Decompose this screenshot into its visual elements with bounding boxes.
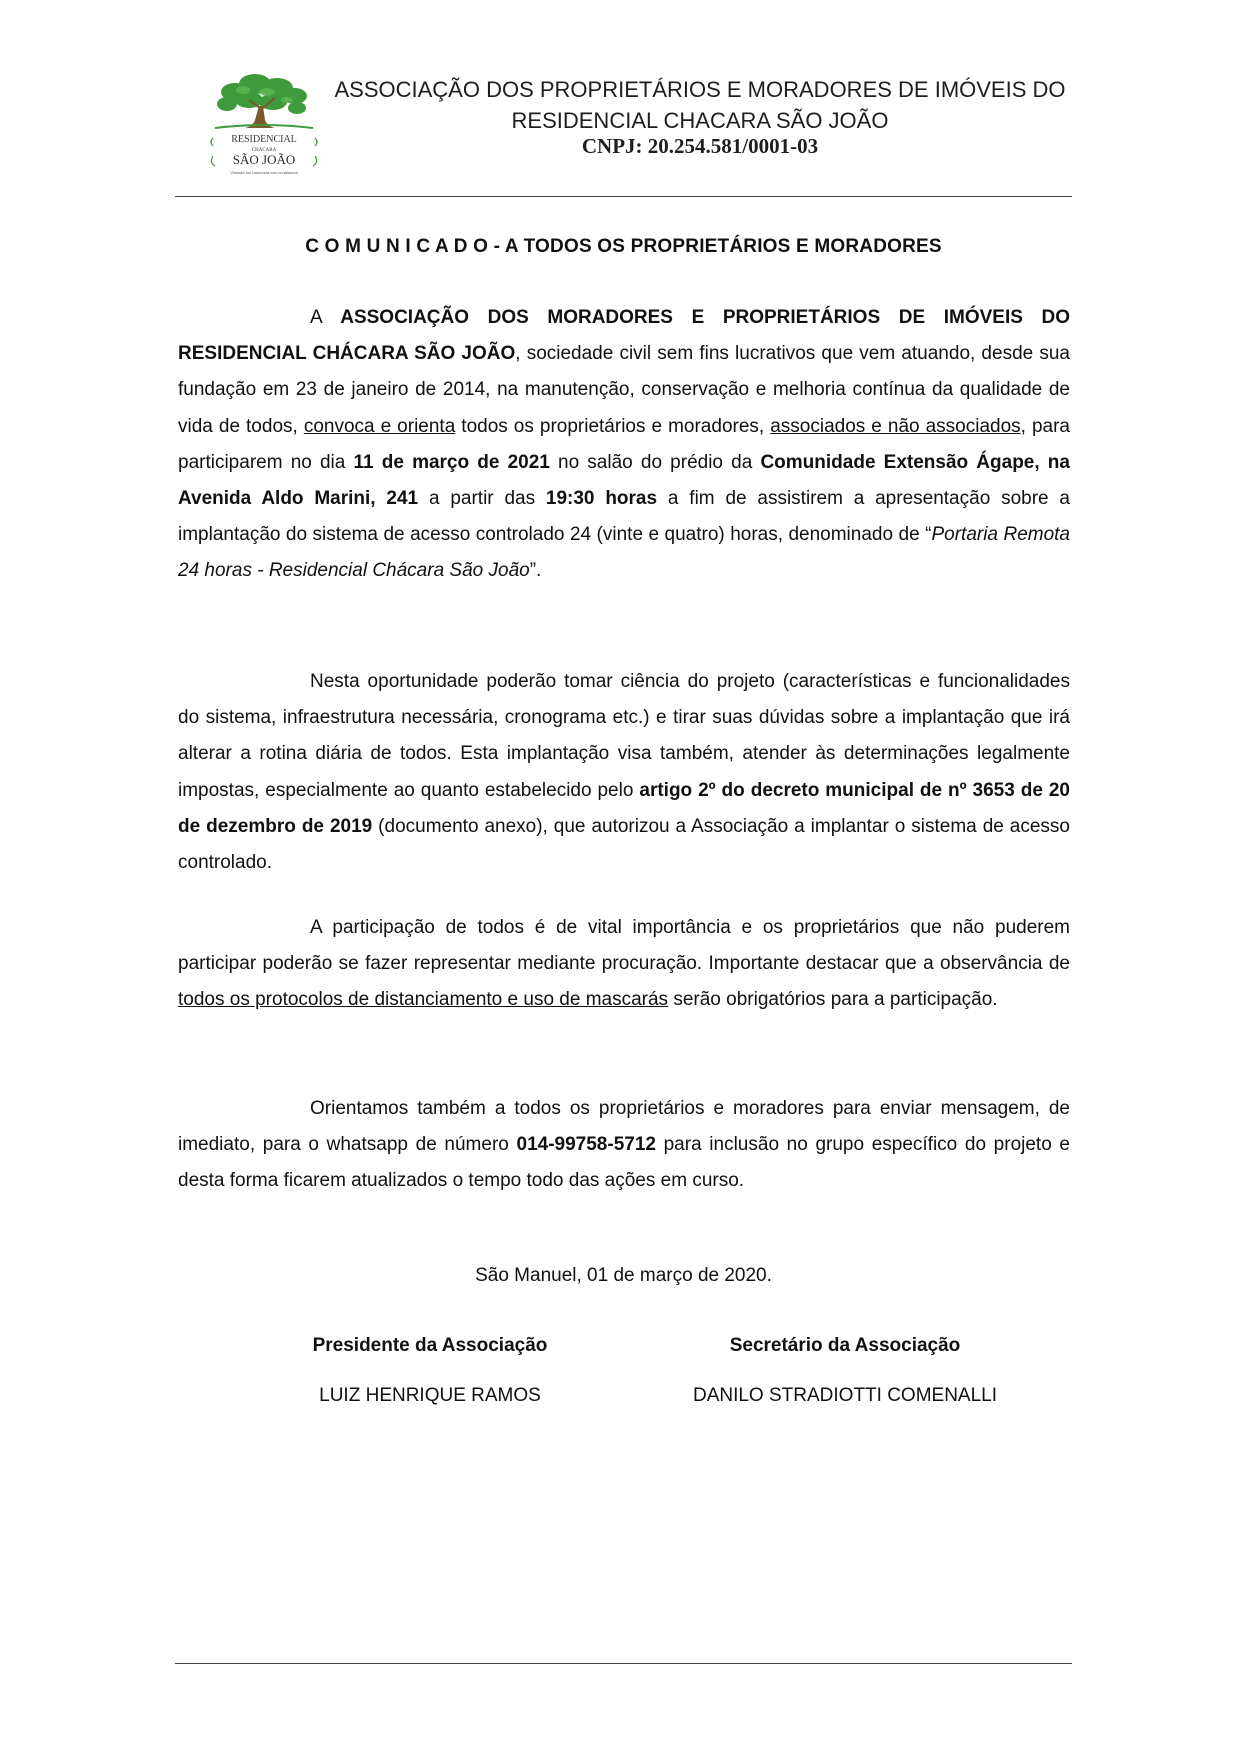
logo-tagline: Vivendo em harmonia com a natureza <box>230 170 298 175</box>
signature-president <box>250 1335 610 1407</box>
footer-divider <box>175 1663 1072 1664</box>
paragraph-2: Nesta oportunidade poderão tomar ciência do projeto (características e funcionalidades do sistema, infraestrutura necessária, cronograma etc.) e tirar suas dúvidas sobre a implantação que irá alterar a rotina diária de todos. Esta implantação visa também, atender às determinações legalmente impostas, especialmente ao quanto estabelecido pelo artigo 2º do decreto municipal de nº 3653 de 20 de dezembro de 2019 (documento anexo), que autorizou a Associação a implantar o sistema de acesso controlado. <box>178 671 1070 874</box>
notice-title: C O M U N I C A D O - A TODOS OS PROPRIETÁRIOS E MORADORES <box>305 236 942 257</box>
logo-text-top: RESIDENCIAL <box>231 134 297 145</box>
signature-secretary <box>665 1335 1025 1407</box>
cnpj: CNPJ: 20.254.581/0001-03 <box>581 134 819 158</box>
paragraph-3: A participação de todos é de vital importância e os proprietários que não puderem participar poderão se fazer representar mediante procuração. Importante destacar que a observância de todos os protocolos de distanciamento e uso de mascarás serão obrigatórios para a participação. <box>178 917 1070 1011</box>
paragraph-4: Orientamos também a todos os proprietários e moradores para enviar mensagem, de imediato, para o whatsapp de número 014-99758-5712 para inclusão no grupo específico do projeto e desta forma ficarem atualizados o tempo todo das ações em curso. <box>178 1098 1070 1192</box>
signature-role: Secretário da Associação <box>729 1335 961 1356</box>
paragraph-1: A ASSOCIAÇÃO DOS MORADORES E PROPRIETÁRIOS DE IMÓVEIS DO RESIDENCIAL CHÁCARA SÃO JOÃO, sociedade civil sem fins lucrativos que vem atuando, desde sua fundação em 23 de janeiro de 2014, na manutenção, conservação e melhoria contínua da qualidade de vida de todos, convoca e orienta todos os proprietários e moradores, associados e não associados, para participarem no dia 11 de março de 2021 no salão do prédio da Comunidade Extensão Ágape, na Avenida Aldo Marini, 241 a partir das 19:30 horas a fim de assistirem a apresentação sobre a implantação do sistema de acesso controlado 24 (vinte e quatro) horas, denominado de “Portaria Remota 24 horas - Residencial Chácara São João”. <box>178 307 1070 582</box>
association-name <box>330 74 1070 136</box>
logo-text-small: CHÁCARA <box>251 148 277 153</box>
association-logo <box>205 70 323 182</box>
logo-text-main: SÃO JOÃO <box>232 152 296 167</box>
tree-logo-icon <box>205 70 323 182</box>
signature-role: Presidente da Associação <box>312 1335 548 1356</box>
association-name-line1: ASSOCIAÇÃO DOS PROPRIETÁRIOS E MORADORES DE IMÓVEIS DO <box>334 77 1066 102</box>
date-line: São Manuel, 01 de março de 2020. <box>475 1265 772 1286</box>
signature-name: DANILO STRADIOTTI COMENALLI <box>692 1385 998 1406</box>
header-divider <box>175 196 1072 197</box>
signature-name: LUIZ HENRIQUE RAMOS <box>319 1385 541 1406</box>
association-name-line2: RESIDENCIAL CHACARA SÃO JOÃO <box>511 108 889 133</box>
